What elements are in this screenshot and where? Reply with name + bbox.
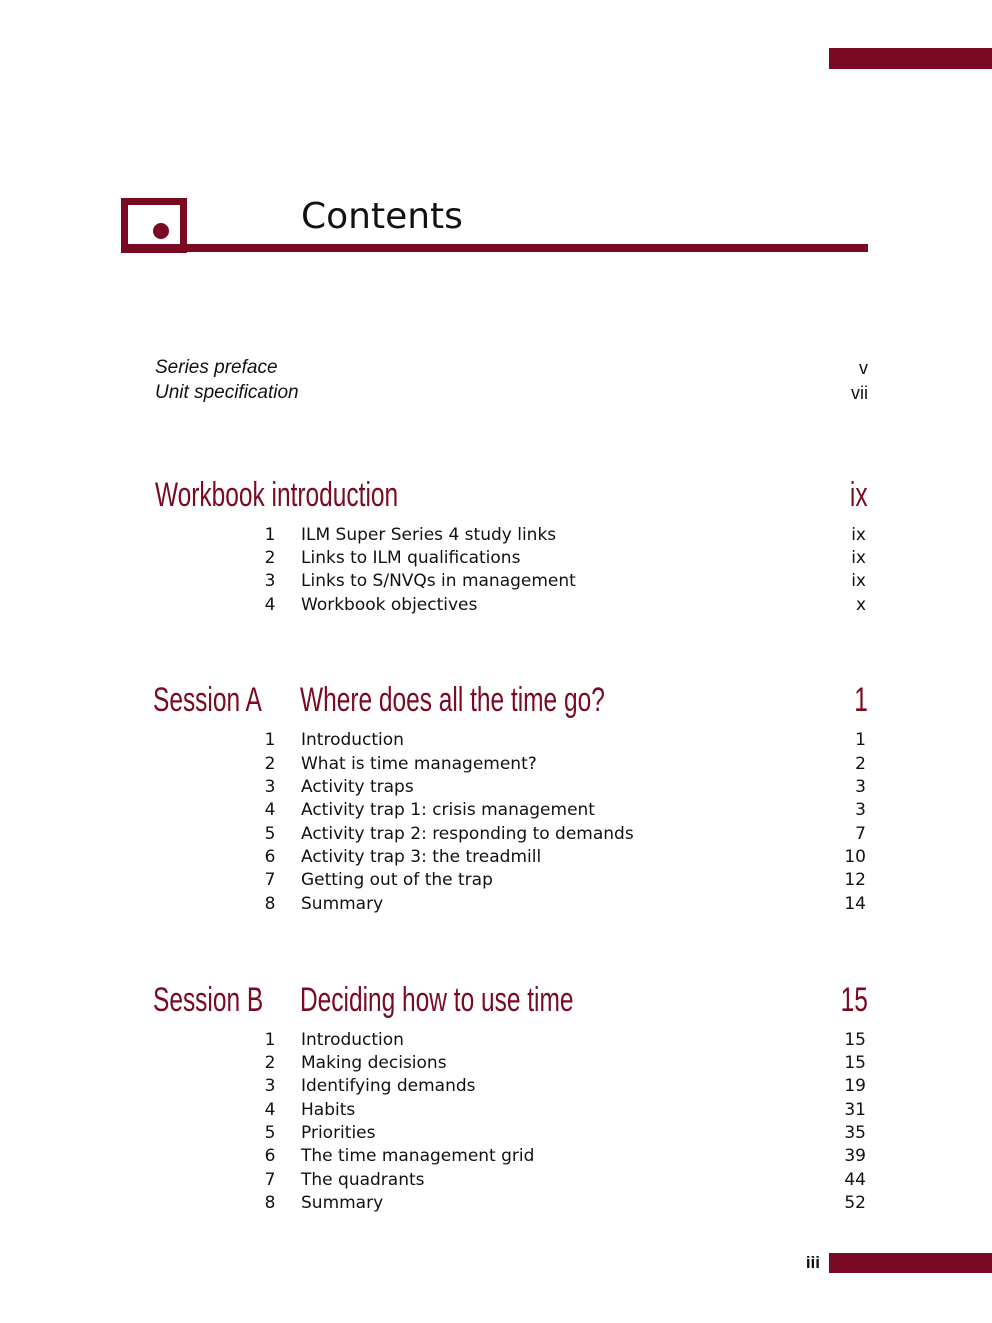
toc-item[interactable] [0, 893, 992, 916]
item-label: Introduction [301, 1030, 404, 1050]
item-number: 1 [264, 730, 276, 750]
item-number: 5 [264, 1123, 276, 1143]
item-number: 2 [264, 754, 276, 774]
item-number: 7 [264, 870, 276, 890]
item-number: 3 [264, 571, 276, 591]
item-label: What is time management? [301, 754, 537, 774]
toc-item[interactable] [0, 1075, 992, 1098]
session-page: 1 [854, 681, 868, 719]
toc-item[interactable] [0, 1192, 992, 1215]
item-label: Activity traps [301, 777, 414, 797]
item-label: Activity trap 2: responding to demands [301, 824, 634, 844]
item-number: 5 [264, 824, 276, 844]
item-page: 19 [844, 1076, 866, 1096]
workbook-intro-heading[interactable] [0, 472, 992, 518]
prelim-label: Unit specification [155, 382, 299, 403]
item-number: 4 [264, 595, 276, 615]
item-page: 3 [855, 777, 866, 797]
logo-dot [153, 223, 169, 239]
item-label: Workbook objectives [301, 595, 478, 615]
item-page: 35 [844, 1123, 866, 1143]
item-number: 3 [264, 777, 276, 797]
item-page: ix [851, 525, 866, 545]
page-title: Contents [301, 196, 463, 237]
toc-item[interactable] [0, 1169, 992, 1192]
item-number: 8 [264, 894, 276, 914]
item-page: 7 [855, 824, 866, 844]
item-number: 7 [264, 1170, 276, 1190]
title-rule [121, 244, 868, 252]
item-page: 1 [855, 730, 866, 750]
toc-item[interactable] [0, 846, 992, 869]
item-label: Links to ILM qualifications [301, 548, 521, 568]
item-label: Habits [301, 1100, 356, 1120]
item-label: Getting out of the trap [301, 870, 493, 890]
item-page: 44 [844, 1170, 866, 1190]
toc-item[interactable] [0, 594, 992, 617]
prelim-label: Series preface [155, 357, 278, 378]
top-decorative-bar [829, 48, 992, 69]
toc-item[interactable] [0, 1029, 992, 1052]
item-page: 31 [844, 1100, 866, 1120]
logo-inner-square [128, 205, 180, 246]
toc-item[interactable] [0, 524, 992, 547]
item-page: 15 [844, 1030, 866, 1050]
item-label: Identifying demands [301, 1076, 476, 1096]
toc-item[interactable] [0, 1099, 992, 1122]
section-page: ix [850, 476, 868, 514]
toc-item[interactable] [0, 547, 992, 570]
toc-item[interactable] [0, 799, 992, 822]
prelim-series-preface[interactable] [0, 356, 992, 380]
item-label: Making decisions [301, 1053, 447, 1073]
toc-item[interactable] [0, 1122, 992, 1145]
item-number: 1 [264, 525, 276, 545]
item-label: Links to S/NVQs in management [301, 571, 576, 591]
item-number: 1 [264, 1030, 276, 1050]
page-folio: iii [805, 1253, 820, 1272]
item-page: ix [851, 548, 866, 568]
toc-item[interactable] [0, 823, 992, 846]
item-page: 12 [844, 870, 866, 890]
session-a-heading[interactable] [0, 677, 992, 723]
section-title: Workbook introduction [155, 476, 399, 514]
toc-item[interactable] [0, 753, 992, 776]
item-number: 4 [264, 800, 276, 820]
toc-item[interactable] [0, 1052, 992, 1075]
toc-item[interactable] [0, 570, 992, 593]
prelim-page: vii [851, 383, 868, 403]
session-label: Session A [153, 681, 262, 719]
item-number: 2 [264, 548, 276, 568]
item-label: Summary [301, 894, 384, 914]
session-title: Deciding how to use time [300, 981, 574, 1019]
prelim-page: v [859, 358, 868, 378]
item-page: 3 [855, 800, 866, 820]
item-label: The time management grid [301, 1146, 535, 1166]
session-title: Where does all the time go? [300, 681, 605, 719]
toc-item[interactable] [0, 1145, 992, 1168]
item-page: 15 [844, 1053, 866, 1073]
item-label: Activity trap 1: crisis management [301, 800, 595, 820]
toc-item[interactable] [0, 776, 992, 799]
item-label: The quadrants [301, 1170, 425, 1190]
item-number: 8 [264, 1193, 276, 1213]
item-label: Introduction [301, 730, 404, 750]
item-number: 2 [264, 1053, 276, 1073]
item-number: 6 [264, 847, 276, 867]
item-label: Summary [301, 1193, 384, 1213]
item-page: 2 [855, 754, 866, 774]
item-number: 6 [264, 1146, 276, 1166]
session-label: Session B [153, 981, 264, 1019]
bottom-decorative-bar [829, 1253, 992, 1273]
item-number: 4 [264, 1100, 276, 1120]
item-page: 52 [844, 1193, 866, 1213]
session-page: 15 [840, 981, 868, 1019]
toc-item[interactable] [0, 869, 992, 892]
prelim-unit-specification[interactable] [0, 381, 992, 405]
session-b-heading[interactable] [0, 977, 992, 1023]
item-label: Priorities [301, 1123, 376, 1143]
item-page: 14 [844, 894, 866, 914]
item-label: ILM Super Series 4 study links [301, 525, 557, 545]
item-page: 39 [844, 1146, 866, 1166]
item-label: Activity trap 3: the treadmill [301, 847, 542, 867]
toc-item[interactable] [0, 729, 992, 752]
item-page: ix [851, 571, 866, 591]
item-page: x [855, 595, 866, 615]
item-number: 3 [264, 1076, 276, 1096]
item-page: 10 [844, 847, 866, 867]
